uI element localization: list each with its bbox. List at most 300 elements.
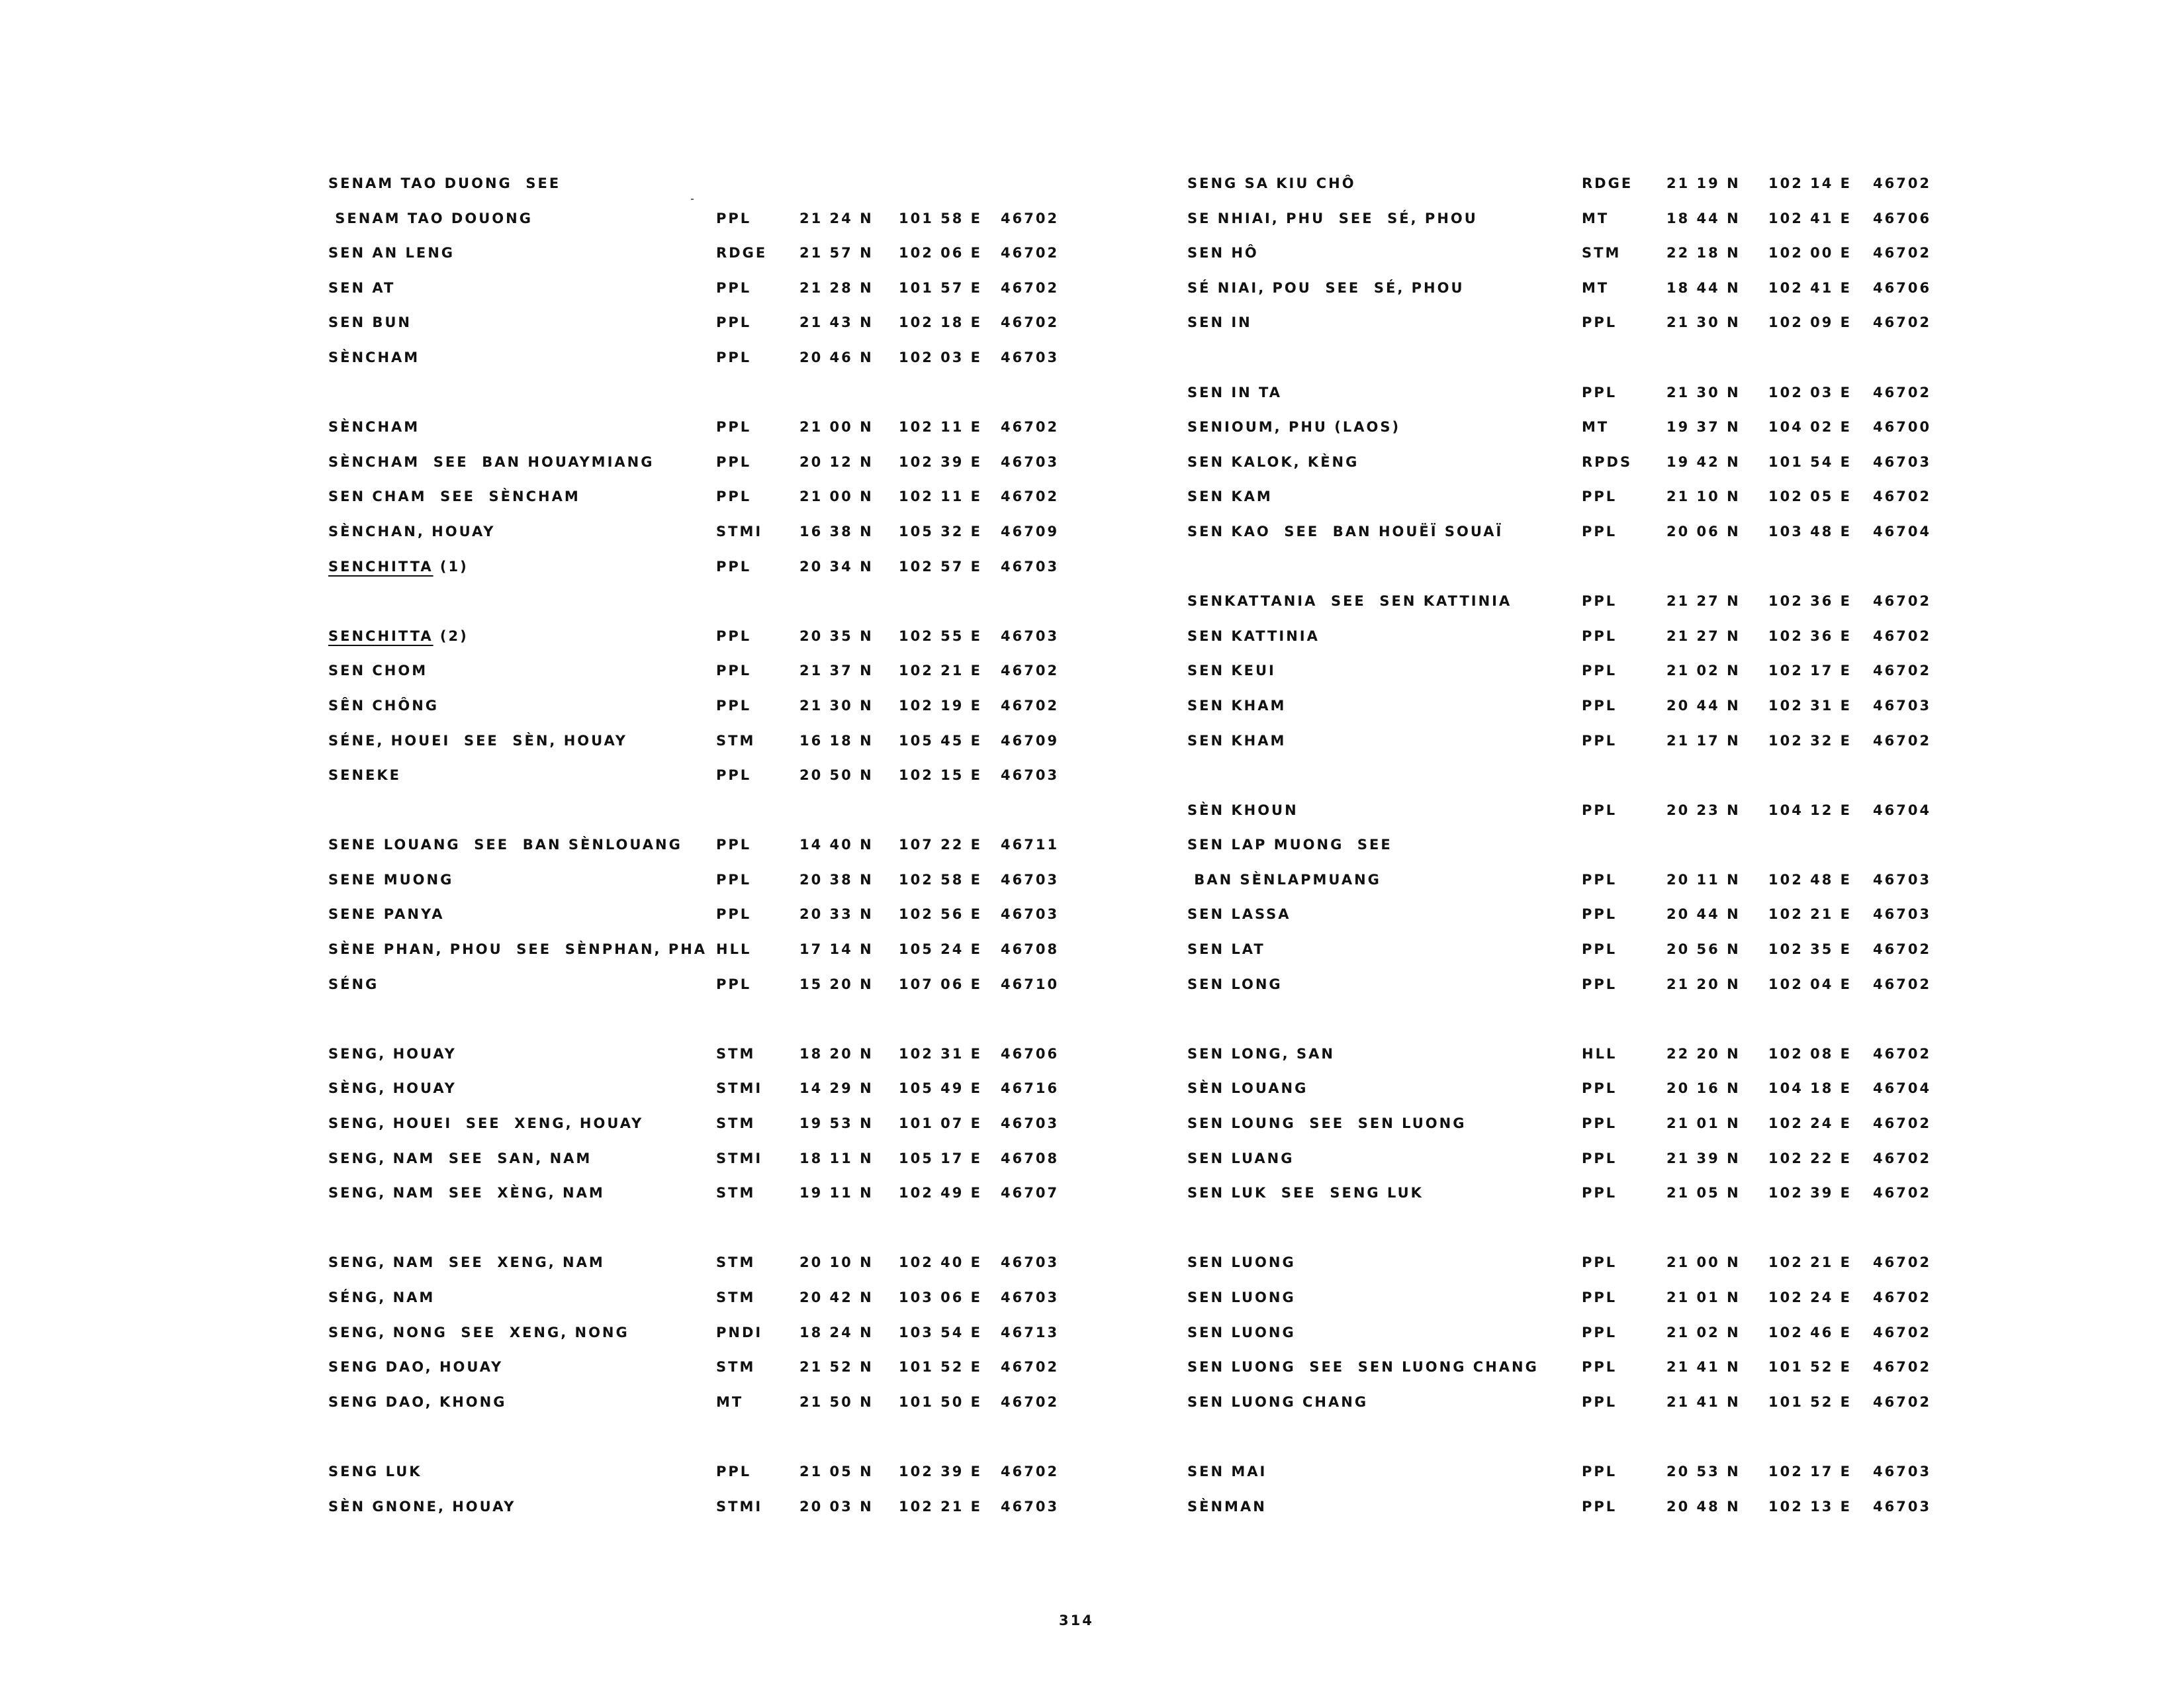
entry-longitude: 102 21 E <box>1768 906 1852 923</box>
entry-feature-type: PPL <box>716 837 752 853</box>
entry-latitude: 21 05 N <box>1666 1185 1741 1201</box>
entry-feature-type: PPL <box>716 210 752 226</box>
entry-map-code: 46702 <box>1001 697 1060 714</box>
entry-longitude: 102 21 E <box>1768 1254 1852 1271</box>
entry-map-code: 46703 <box>1001 1289 1060 1305</box>
entry-longitude: 105 17 E <box>899 1150 983 1166</box>
entry-latitude: 21 00 N <box>799 489 874 505</box>
entry-feature-type: RDGE <box>716 245 768 261</box>
entry-spacer <box>328 800 1069 835</box>
gazetteer-entry <box>328 1323 1069 1358</box>
entry-name: SENG SA KIU CHÔ <box>1187 175 1356 191</box>
entry-name: SENE MUONG <box>328 871 454 888</box>
entry-feature-type: PPL <box>716 976 752 992</box>
entry-latitude: 20 23 N <box>1666 802 1741 818</box>
entry-spacer <box>1187 1427 1942 1462</box>
entry-latitude: 22 18 N <box>1666 245 1741 261</box>
entry-latitude: 20 03 N <box>799 1498 874 1515</box>
entry-latitude: 20 56 N <box>1666 941 1741 958</box>
entry-latitude: 20 44 N <box>1666 697 1741 714</box>
entry-latitude: 21 28 N <box>799 279 874 296</box>
gazetteer-entry <box>328 557 1069 592</box>
entry-latitude: 21 01 N <box>1666 1289 1741 1305</box>
entry-longitude: 102 05 E <box>1768 489 1852 505</box>
gazetteer-entry <box>328 1183 1069 1218</box>
entry-feature-type: PPL <box>1582 314 1617 331</box>
gazetteer-entry <box>1187 974 1942 1009</box>
entry-feature-type: MT <box>1582 419 1610 436</box>
entry-longitude: 102 15 E <box>899 767 983 784</box>
gazetteer-entry <box>1187 383 1942 418</box>
entry-name: SEN LUK SEE SENG LUK <box>1187 1185 1424 1201</box>
entry-longitude: 107 06 E <box>899 976 983 992</box>
entry-map-code: 46703 <box>1001 1254 1060 1271</box>
entry-latitude: 18 11 N <box>799 1150 874 1166</box>
entry-map-code: 46703 <box>1873 1498 1932 1515</box>
entry-map-code: 46702 <box>1873 489 1932 505</box>
gazetteer-entry <box>1187 1183 1942 1218</box>
entry-name: SENG, NONG SEE XENG, NONG <box>328 1324 629 1340</box>
gazetteer-entry <box>328 939 1069 974</box>
gazetteer-entry <box>1187 800 1942 835</box>
gazetteer-entry <box>328 1497 1069 1532</box>
entry-feature-type: PPL <box>1582 1289 1617 1305</box>
entry-feature-type: PPL <box>1582 593 1617 610</box>
gazetteer-entry <box>328 661 1069 696</box>
entry-latitude: 21 00 N <box>799 419 874 436</box>
entry-feature-type: STMI <box>716 1080 763 1097</box>
entry-map-code: 46702 <box>1873 1045 1932 1062</box>
entry-longitude: 107 22 E <box>899 837 983 853</box>
entry-name: BAN SÈNLAPMUANG <box>1187 871 1381 888</box>
entry-longitude: 102 36 E <box>1768 593 1852 610</box>
entry-name: SEN LUONG <box>1187 1254 1296 1271</box>
entry-feature-type: PPL <box>716 697 752 714</box>
entry-longitude: 102 46 E <box>1768 1324 1852 1340</box>
gazetteer-entry <box>328 1462 1069 1497</box>
entry-latitude: 20 06 N <box>1666 523 1741 539</box>
gazetteer-entry <box>1187 1392 1942 1427</box>
gazetteer-entry <box>1187 661 1942 696</box>
entry-longitude: 102 17 E <box>1768 1463 1852 1479</box>
entry-latitude: 21 17 N <box>1666 732 1741 749</box>
entry-name: SENG, NAM SEE XÈNG, NAM <box>328 1185 605 1201</box>
entry-latitude: 21 41 N <box>1666 1359 1741 1376</box>
entry-feature-type: PPL <box>1582 628 1617 644</box>
gazetteer-entry <box>1187 1044 1942 1079</box>
entry-name: SENG, HOUAY <box>328 1045 457 1062</box>
entry-name: SEN LUONG <box>1187 1324 1296 1340</box>
entry-feature-type: STM <box>716 1359 756 1376</box>
entry-feature-type: MT <box>1582 279 1610 296</box>
entry-longitude: 105 49 E <box>899 1080 983 1097</box>
gazetteer-entry <box>1187 1323 1942 1358</box>
entry-latitude: 21 37 N <box>799 663 874 679</box>
entry-map-code: 46708 <box>1001 941 1060 958</box>
gazetteer-entry <box>328 173 1069 209</box>
gazetteer-entry <box>1187 487 1942 522</box>
entry-map-code: 46710 <box>1001 976 1060 992</box>
entry-feature-type: PPL <box>1582 871 1617 888</box>
entry-longitude: 102 56 E <box>899 906 983 923</box>
entry-latitude: 21 10 N <box>1666 489 1741 505</box>
entry-longitude: 102 40 E <box>899 1254 983 1271</box>
entry-latitude: 16 38 N <box>799 523 874 539</box>
page-number: 314 <box>1059 1613 1094 1628</box>
entry-feature-type: PPL <box>716 1463 752 1479</box>
entry-longitude: 102 09 E <box>1768 314 1852 331</box>
entry-map-code: 46709 <box>1001 523 1060 539</box>
entry-name: SEN LONG, SAN <box>1187 1045 1335 1062</box>
entry-name: SEN AN LENG <box>328 245 455 261</box>
entry-longitude: 102 06 E <box>899 245 983 261</box>
gazetteer-entry <box>328 487 1069 522</box>
entry-name: SENAM TAO DOUONG <box>328 210 533 226</box>
entry-map-code: 46702 <box>1873 976 1932 992</box>
gazetteer-entry <box>1187 1357 1942 1392</box>
entry-feature-type: STMI <box>716 523 763 539</box>
entry-latitude: 19 42 N <box>1666 453 1741 470</box>
entry-feature-type: PPL <box>1582 697 1617 714</box>
entry-longitude: 102 35 E <box>1768 941 1852 958</box>
entry-map-code: 46702 <box>1001 419 1060 436</box>
entry-longitude: 102 41 E <box>1768 210 1852 226</box>
entry-latitude: 18 24 N <box>799 1324 874 1340</box>
entry-map-code: 46703 <box>1001 349 1060 365</box>
gazetteer-entry <box>328 626 1069 661</box>
entry-map-code: 46703 <box>1001 1498 1060 1515</box>
entry-longitude: 101 57 E <box>899 279 983 296</box>
entry-map-code: 46706 <box>1001 1045 1060 1062</box>
entry-longitude: 102 36 E <box>1768 628 1852 644</box>
entry-name: SEN KHAM <box>1187 732 1287 749</box>
entry-longitude: 102 39 E <box>899 453 983 470</box>
entry-name: SEN KHAM <box>1187 697 1287 714</box>
entry-name: SEN KAM <box>1187 489 1273 505</box>
entry-feature-type: PPL <box>1582 1324 1617 1340</box>
entry-latitude: 21 02 N <box>1666 663 1741 679</box>
entry-latitude: 18 20 N <box>799 1045 874 1062</box>
entry-latitude: 21 41 N <box>1666 1393 1741 1410</box>
entry-feature-type: PPL <box>716 489 752 505</box>
entry-spacer <box>328 1427 1069 1462</box>
entry-latitude: 19 53 N <box>799 1115 874 1132</box>
entry-latitude: 21 27 N <box>1666 628 1741 644</box>
entry-longitude: 101 52 E <box>1768 1393 1852 1410</box>
entry-map-code: 46706 <box>1873 279 1932 296</box>
entry-feature-type: STM <box>716 1185 756 1201</box>
entry-longitude: 101 52 E <box>899 1359 983 1376</box>
entry-latitude: 18 44 N <box>1666 279 1741 296</box>
gazetteer-entry <box>328 417 1069 452</box>
entry-name: SEN LUONG CHANG <box>1187 1393 1369 1410</box>
entry-latitude: 21 52 N <box>799 1359 874 1376</box>
entry-latitude: 22 20 N <box>1666 1045 1741 1062</box>
gazetteer-entry <box>1187 835 1942 870</box>
gazetteer-entry <box>328 1288 1069 1323</box>
entry-name: SEN LAP MUONG SEE <box>1187 837 1392 853</box>
entry-latitude: 21 39 N <box>1666 1150 1741 1166</box>
gazetteer-entry <box>1187 1149 1942 1184</box>
entry-latitude: 18 44 N <box>1666 210 1741 226</box>
entry-map-code: 46703 <box>1873 697 1932 714</box>
entry-map-code: 46713 <box>1001 1324 1060 1340</box>
gazetteer-entry <box>328 974 1069 1009</box>
entry-latitude: 21 02 N <box>1666 1324 1741 1340</box>
entry-name: SENCHITTA (1) <box>328 558 469 575</box>
gazetteer-entry <box>1187 626 1942 661</box>
entry-name: SEN KAO SEE BAN HOUËÏ SOUAÏ <box>1187 523 1504 539</box>
entry-latitude: 21 43 N <box>799 314 874 331</box>
entry-latitude: 21 20 N <box>1666 976 1741 992</box>
entry-spacer <box>1187 348 1942 383</box>
entry-name: SÈNCHAN, HOUAY <box>328 523 496 539</box>
entry-name: SENCHITTA (2) <box>328 628 469 644</box>
entry-feature-type: STM <box>716 732 756 749</box>
entry-latitude: 20 10 N <box>799 1254 874 1271</box>
entry-map-code: 46702 <box>1873 1254 1932 1271</box>
entry-name: SENG, NAM SEE XENG, NAM <box>328 1254 605 1271</box>
entry-feature-type: PPL <box>1582 523 1617 539</box>
entry-name: SENE LOUANG SEE BAN SÈNLOUANG <box>328 837 682 853</box>
gazetteer-entry <box>328 1392 1069 1427</box>
entry-name: SENG LUK <box>328 1463 422 1479</box>
entry-name: SÈNE PHAN, PHOU SEE SÈNPHAN, PHA <box>328 941 707 958</box>
entry-name: SEN LUANG <box>1187 1150 1295 1166</box>
entry-longitude: 102 17 E <box>1768 663 1852 679</box>
gazetteer-entry <box>328 731 1069 766</box>
entry-map-code: 46702 <box>1873 628 1932 644</box>
gazetteer-entry <box>328 243 1069 278</box>
entry-latitude: 20 12 N <box>799 453 874 470</box>
gazetteer-entry <box>328 209 1069 244</box>
entry-name: SENG, HOUEI SEE XENG, HOUAY <box>328 1115 644 1132</box>
entry-longitude: 103 06 E <box>899 1289 983 1305</box>
entry-map-code: 46709 <box>1001 732 1060 749</box>
entry-feature-type: STM <box>716 1254 756 1271</box>
entry-latitude: 14 40 N <box>799 837 874 853</box>
entry-name: SÈNCHAM SEE BAN HOUAYMIANG <box>328 453 655 470</box>
gazetteer-entry <box>1187 1113 1942 1149</box>
entry-name: SE NHIAI, PHU SEE SÉ, PHOU <box>1187 210 1478 226</box>
entry-name: SEN LAT <box>1187 941 1265 958</box>
entry-spacer <box>1187 1218 1942 1253</box>
entry-latitude: 20 46 N <box>799 349 874 365</box>
entry-longitude: 102 11 E <box>899 489 983 505</box>
entry-name: SÉNG <box>328 976 379 992</box>
entry-longitude: 102 08 E <box>1768 1045 1852 1062</box>
entry-feature-type: PPL <box>1582 663 1617 679</box>
entry-longitude: 105 45 E <box>899 732 983 749</box>
entry-feature-type: PPL <box>716 628 752 644</box>
entry-longitude: 102 00 E <box>1768 245 1852 261</box>
entry-name: SEN LOUNG SEE SEN LUONG <box>1187 1115 1467 1132</box>
entry-latitude: 21 50 N <box>799 1393 874 1410</box>
entry-map-code: 46716 <box>1001 1080 1060 1097</box>
entry-name: SEN LUONG <box>1187 1289 1296 1305</box>
entry-feature-type: STM <box>716 1289 756 1305</box>
entry-map-code: 46702 <box>1001 245 1060 261</box>
entry-feature-type: PPL <box>1582 976 1617 992</box>
entry-longitude: 101 58 E <box>899 210 983 226</box>
gazetteer-entry <box>1187 173 1942 209</box>
entry-longitude: 103 48 E <box>1768 523 1852 539</box>
entry-map-code: 46703 <box>1001 906 1060 923</box>
entry-longitude: 102 41 E <box>1768 279 1852 296</box>
entry-spacer <box>1187 557 1942 592</box>
entry-latitude: 20 35 N <box>799 628 874 644</box>
entry-feature-type: PPL <box>716 663 752 679</box>
entry-map-code: 46702 <box>1873 1185 1932 1201</box>
entry-name: SENG, NAM SEE SAN, NAM <box>328 1150 592 1166</box>
entry-map-code: 46707 <box>1001 1185 1060 1201</box>
entry-map-code: 46702 <box>1873 663 1932 679</box>
gazetteer-entry <box>328 1078 1069 1113</box>
entry-latitude: 21 00 N <box>1666 1254 1741 1271</box>
entry-map-code: 46702 <box>1873 1289 1932 1305</box>
entry-longitude: 102 55 E <box>899 628 983 644</box>
entry-name: SENAM TAO DUONG SEE <box>328 175 561 191</box>
entry-longitude: 102 18 E <box>899 314 983 331</box>
entry-map-code: 46702 <box>1873 732 1932 749</box>
entry-longitude: 102 31 E <box>899 1045 983 1062</box>
entry-map-code: 46702 <box>1873 1324 1932 1340</box>
entry-name: SENEKE <box>328 767 402 784</box>
entry-latitude: 20 44 N <box>1666 906 1741 923</box>
gazetteer-entry <box>328 348 1069 383</box>
entry-longitude: 101 52 E <box>1768 1359 1852 1376</box>
entry-name: SEN KATTINIA <box>1187 628 1320 644</box>
gazetteer-entry <box>1187 696 1942 731</box>
entry-longitude: 105 32 E <box>899 523 983 539</box>
left-gazetteer-column <box>328 173 1069 1531</box>
entry-map-code: 46702 <box>1001 1463 1060 1479</box>
entry-feature-type: PPL <box>716 349 752 365</box>
entry-spacer <box>1187 1009 1942 1044</box>
gazetteer-entry <box>1187 939 1942 974</box>
entry-longitude: 102 19 E <box>899 697 983 714</box>
entry-spacer <box>328 591 1069 626</box>
gazetteer-entry <box>1187 870 1942 905</box>
entry-map-code: 46702 <box>1001 1359 1060 1376</box>
entry-name: SENIOUM, PHU (LAOS) <box>1187 419 1401 436</box>
entry-feature-type: PPL <box>1582 1185 1617 1201</box>
entry-feature-type: PPL <box>1582 1359 1617 1376</box>
entry-name: SEN AT <box>328 279 396 296</box>
entry-map-code: 46703 <box>1873 453 1932 470</box>
gazetteer-entry <box>1187 243 1942 278</box>
entry-map-code: 46703 <box>1001 628 1060 644</box>
entry-map-code: 46702 <box>1873 593 1932 610</box>
entry-longitude: 101 54 E <box>1768 453 1852 470</box>
gazetteer-entry <box>1187 452 1942 487</box>
entry-feature-type: PPL <box>1582 1463 1617 1479</box>
entry-latitude: 21 57 N <box>799 245 874 261</box>
gazetteer-entry <box>1187 417 1942 452</box>
entry-map-code: 46702 <box>1873 941 1932 958</box>
entry-map-code: 46702 <box>1873 175 1932 191</box>
entry-map-code: 46702 <box>1873 1359 1932 1376</box>
gazetteer-entry <box>1187 278 1942 313</box>
entry-name: SÉNG, NAM <box>328 1289 435 1305</box>
gazetteer-entry <box>1187 731 1942 766</box>
entry-name: SEN LONG <box>1187 976 1283 992</box>
entry-longitude: 102 39 E <box>1768 1185 1852 1201</box>
entry-name: SENE PANYA <box>328 906 445 923</box>
gazetteer-entry <box>328 1044 1069 1079</box>
gazetteer-entry <box>1187 522 1942 557</box>
entry-feature-type: PPL <box>1582 1080 1617 1097</box>
entry-feature-type: PPL <box>1582 802 1617 818</box>
entry-longitude: 102 03 E <box>899 349 983 365</box>
entry-longitude: 102 31 E <box>1768 697 1852 714</box>
entry-latitude: 21 01 N <box>1666 1115 1741 1132</box>
entry-name: SÉ NIAI, POU SEE SÉ, PHOU <box>1187 279 1465 296</box>
entry-feature-type: RDGE <box>1582 175 1633 191</box>
entry-latitude: 20 50 N <box>799 767 874 784</box>
gazetteer-entry <box>1187 1252 1942 1288</box>
entry-longitude: 101 07 E <box>899 1115 983 1132</box>
gazetteer-entry <box>328 312 1069 348</box>
entry-longitude: 102 32 E <box>1768 732 1852 749</box>
entry-longitude: 102 11 E <box>899 419 983 436</box>
entry-name: SEN IN <box>1187 314 1252 331</box>
entry-feature-type: MT <box>716 1393 744 1410</box>
entry-map-code: 46703 <box>1873 1463 1932 1479</box>
entry-feature-type: PPL <box>716 279 752 296</box>
entry-name: SEN MAI <box>1187 1463 1267 1479</box>
entry-map-code: 46702 <box>1873 384 1932 400</box>
gazetteer-entry <box>1187 312 1942 348</box>
entry-map-code: 46702 <box>1001 1393 1060 1410</box>
entry-name: SEN KEUI <box>1187 663 1276 679</box>
entry-map-code: 46706 <box>1873 210 1932 226</box>
entry-longitude: 104 12 E <box>1768 802 1852 818</box>
entry-latitude: 21 19 N <box>1666 175 1741 191</box>
entry-name: SEN LASSA <box>1187 906 1291 923</box>
entry-latitude: 15 20 N <box>799 976 874 992</box>
entry-feature-type: STM <box>1582 245 1621 261</box>
entry-map-code: 46711 <box>1001 837 1060 853</box>
entry-map-code: 46703 <box>1001 767 1060 784</box>
entry-map-code: 46703 <box>1873 906 1932 923</box>
entry-name: SENKATTANIA SEE SEN KATTINIA <box>1187 593 1512 610</box>
entry-map-code: 46703 <box>1001 1115 1060 1132</box>
entry-name: SEN IN TA <box>1187 384 1283 400</box>
entry-longitude: 102 14 E <box>1768 175 1852 191</box>
right-gazetteer-column <box>1187 173 1942 1531</box>
gazetteer-entry <box>328 522 1069 557</box>
entry-map-code: 46702 <box>1873 1115 1932 1132</box>
entry-latitude: 21 30 N <box>799 697 874 714</box>
entry-spacer <box>328 383 1069 418</box>
entry-spacer <box>1187 765 1942 800</box>
gazetteer-entry <box>328 1357 1069 1392</box>
entry-longitude: 104 18 E <box>1768 1080 1852 1097</box>
entry-name: SÈN LOUANG <box>1187 1080 1308 1097</box>
entry-map-code: 46702 <box>1873 1150 1932 1166</box>
entry-longitude: 102 13 E <box>1768 1498 1852 1515</box>
entry-name: SEN BUN <box>328 314 412 331</box>
entry-latitude: 20 48 N <box>1666 1498 1741 1515</box>
entry-map-code: 46703 <box>1001 453 1060 470</box>
gazetteer-entry <box>328 1149 1069 1184</box>
entry-map-code: 46702 <box>1001 314 1060 331</box>
entry-latitude: 21 30 N <box>1666 314 1741 331</box>
entry-feature-type: PPL <box>1582 1115 1617 1132</box>
entry-spacer <box>328 1009 1069 1044</box>
entry-latitude: 21 24 N <box>799 210 874 226</box>
